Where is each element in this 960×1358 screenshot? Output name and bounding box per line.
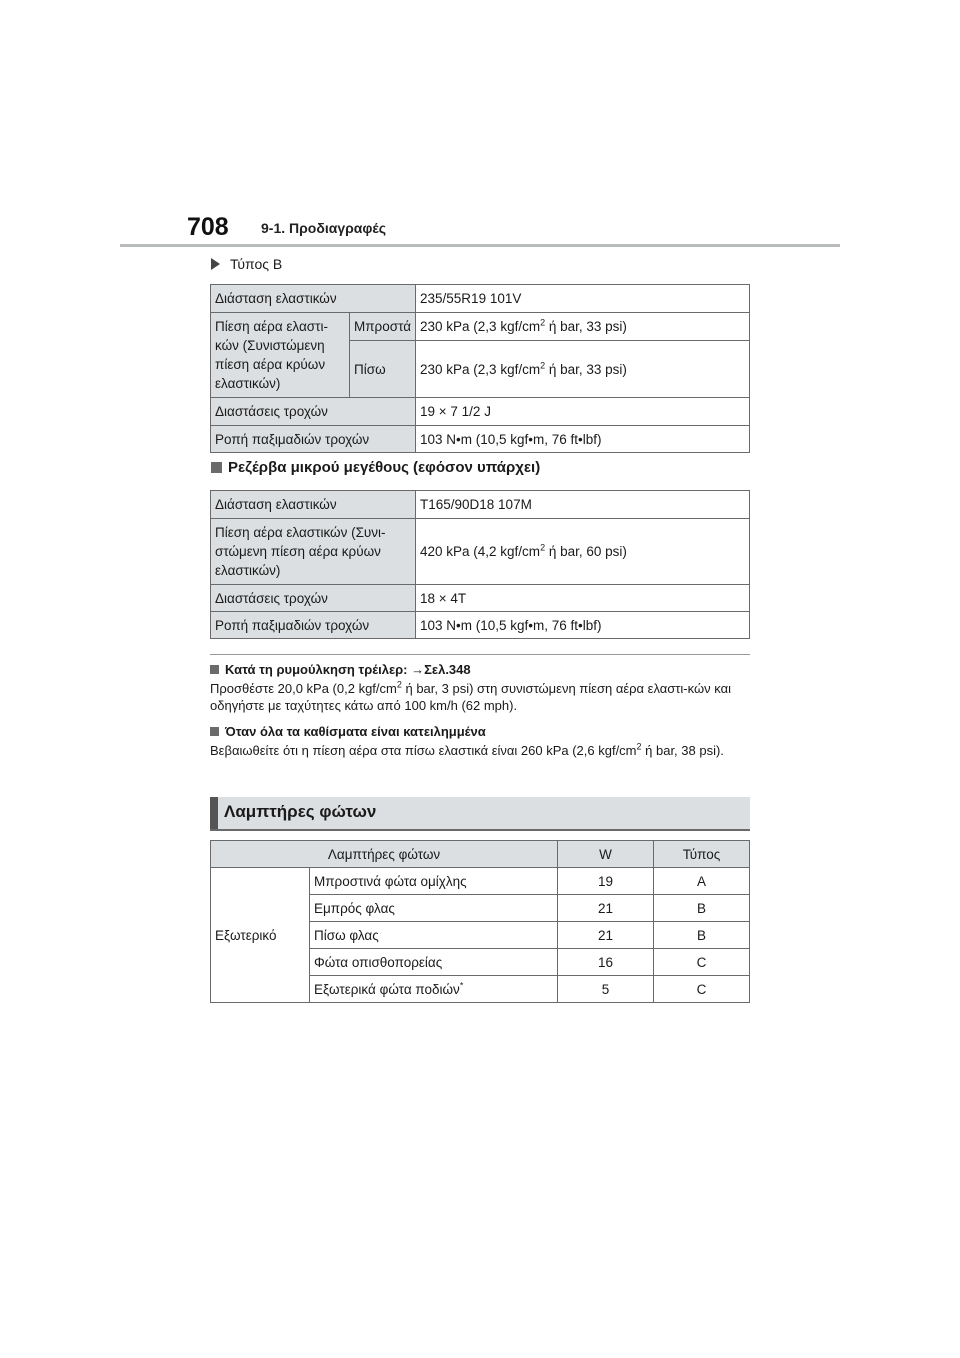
type-b-heading <box>211 256 282 272</box>
torque-value: 103 N•m (10,5 kgf•m, 76 ft•lbf) <box>416 426 750 453</box>
spare-tire-size-value: T165/90D18 107M <box>416 491 750 519</box>
table-row <box>211 868 750 895</box>
bulbs-section-title: Λαμπτήρες φώτων <box>224 802 377 821</box>
spare-torque-label: Ροπή παξιμαδιών τροχών <box>211 612 416 639</box>
notes-divider <box>210 654 750 655</box>
rear-label: Πίσω <box>350 341 416 398</box>
tire-size-label: Διάσταση ελαστικών <box>211 285 416 313</box>
bulb-watts: 19 <box>558 868 654 895</box>
spare-torque-value: 103 N•m (10,5 kgf•m, 76 ft•lbf) <box>416 612 750 639</box>
table-row <box>211 585 750 612</box>
column-header-bulbs: Λαμπτήρες φώτων <box>211 841 558 868</box>
torque-label: Ροπή παξιμαδιών τροχών <box>211 426 416 453</box>
table-row <box>211 519 750 585</box>
bulbs-section-banner <box>210 797 750 831</box>
table-row <box>211 612 750 639</box>
bulb-type: C <box>654 949 750 976</box>
seats-note-heading: Όταν όλα τα καθίσματα είναι κατειλημμένα <box>210 724 486 739</box>
wheel-size-value: 19 × 7 1/2 J <box>416 398 750 426</box>
section-title: 9-1. Προδιαγραφές <box>261 220 386 236</box>
table-row <box>211 426 750 453</box>
seats-note-body: Βεβαιωθείτε ότι η πίεση αέρα στα πίσω ελαστικά είναι 260 kPa (2,6 kgf/$cm^2$ ή bar, 38 psi). <box>210 741 724 758</box>
trailer-note-heading: Κατά τη ρυμούλκηση τρέιλερ: →Σελ.348 <box>210 662 471 677</box>
page-number: 708 <box>187 213 229 241</box>
bulb-name: Εμπρός φλας <box>310 895 558 922</box>
trailer-note-body: Προσθέστε 20,0 kPa (0,2 kgf/$cm^2$ ή bar, 3 psi) στη συνιστώμενη πίεση αέρα ελαστι-κών και οδηγήστε με ταχύτητες κάτω από 100 km/h (62 mph). <box>210 679 731 713</box>
front-pressure-value: 230 kPa (2,3 kgf/$cm^2$ ή bar, 33 psi) <box>416 313 750 341</box>
bulb-watts: 21 <box>558 895 654 922</box>
table-row <box>211 491 750 519</box>
spare-tire-size-label: Διάσταση ελαστικών <box>211 491 416 519</box>
bulb-name: Μπροστινά φώτα ομίχλης <box>310 868 558 895</box>
banner-accent-bar <box>210 797 218 829</box>
exterior-group-label: Εξωτερικό <box>211 868 310 1003</box>
bulb-type: B <box>654 922 750 949</box>
pressure-label: Πίεση αέρα ελαστι- κών (Συνιστώμενη πίεση αέρα κρύων ελαστικών) <box>211 313 350 398</box>
table-header-row <box>211 841 750 868</box>
bulb-type: C <box>654 976 750 1003</box>
spare-heading: Ρεζέρβα μικρού μεγέθους (εφόσον υπάρχει) <box>211 459 540 476</box>
header-divider <box>120 244 840 247</box>
footnote-asterisk: * <box>459 980 464 990</box>
bulbs-table <box>210 840 750 1003</box>
triangle-bullet-icon <box>211 258 220 270</box>
square-bullet-icon <box>210 665 219 674</box>
spare-pressure-value: 420 kPa (4,2 kgf/$cm^2$ ή bar, 60 psi) <box>416 519 750 585</box>
bulb-watts: 21 <box>558 922 654 949</box>
wheel-size-label: Διαστάσεις τροχών <box>211 398 416 426</box>
tire-size-value: 235/55R19 101V <box>416 285 750 313</box>
column-header-type: Τύπος <box>654 841 750 868</box>
spare-wheel-size-label: Διαστάσεις τροχών <box>211 585 416 612</box>
column-header-w: W <box>558 841 654 868</box>
bulb-type: A <box>654 868 750 895</box>
bulb-watts: 16 <box>558 949 654 976</box>
bulb-name: Εξωτερικά φώτα ποδιών* <box>310 976 558 1003</box>
rear-pressure-value: 230 kPa (2,3 kgf/$cm^2$ ή bar, 33 psi) <box>416 341 750 398</box>
bulb-watts: 5 <box>558 976 654 1003</box>
table-row <box>211 285 750 313</box>
table-row <box>211 313 750 341</box>
spare-table <box>210 490 750 639</box>
square-bullet-icon <box>211 462 222 473</box>
bulb-type: B <box>654 895 750 922</box>
spare-wheel-size-value: 18 × 4T <box>416 585 750 612</box>
type-b-table <box>210 284 750 453</box>
bulb-name: Πίσω φλας <box>310 922 558 949</box>
type-b-label: Τύπος B <box>230 256 283 272</box>
square-bullet-icon <box>210 727 219 736</box>
bulb-name: Φώτα οπισθοπορείας <box>310 949 558 976</box>
table-row <box>211 398 750 426</box>
front-label: Μπροστά <box>350 313 416 341</box>
spare-pressure-label: Πίεση αέρα ελαστικών (Συνι- στώμενη πίεση αέρα κρύων ελαστικών) <box>211 519 416 585</box>
